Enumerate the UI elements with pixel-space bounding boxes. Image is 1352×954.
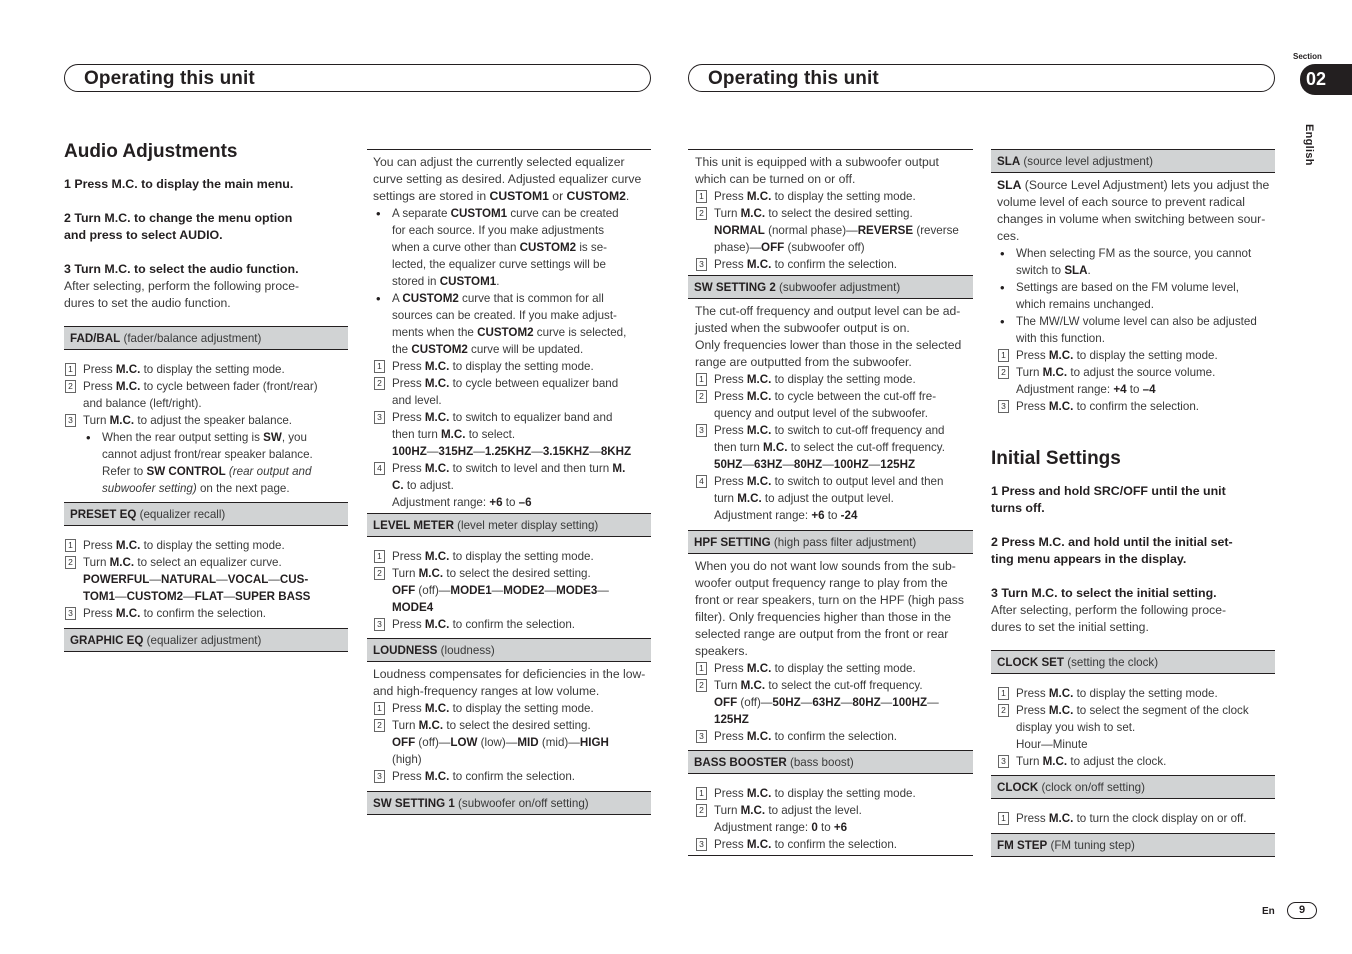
list-item: 4 Press M.C. to switch to output level and then turn M.C. to adjust the output level. Adjustment range: +6 to -24 [695, 473, 973, 524]
audio-step-1: 1 Press M.C. to display the main menu. [64, 177, 294, 191]
audio-adjustments-heading: Audio Adjustments [64, 141, 238, 162]
paragraph: When you do not want low sounds from the sub- woofer output frequency range to play from the front or rear speakers, turn on the HPF (high pass filter). Only frequencies higher than those in the selected range are output from the front or rear speakers. [695, 559, 964, 658]
clock-section [991, 775, 1275, 827]
sw-setting-1-section [367, 791, 651, 815]
list-item: 2 Turn M.C. to select the cut-off frequency. OFF (off)—50HZ—63HZ—80HZ—100HZ— 125HZ [695, 677, 973, 728]
graphic-eq-continued [367, 149, 651, 511]
list-item: • Settings are based on the FM volume level, which remains unchanged. [997, 279, 1275, 313]
initial-step-2-line2: ting menu appears in the display. [991, 552, 1187, 566]
initial-step-3-body-line1: After selecting, perform the following proce- [991, 603, 1227, 617]
level-meter-bar: LEVEL METER (level meter display setting) [367, 514, 651, 537]
fm-step-section [991, 833, 1275, 857]
fad-bal-bar: FAD/BAL (fader/balance adjustment) [64, 327, 348, 350]
list-item: 1 Press M.C. to display the setting mode. [695, 785, 973, 802]
language-label: English [1303, 124, 1315, 166]
sla-section [991, 149, 1275, 415]
section-header-left-title: Operating this unit [84, 68, 255, 89]
list-item: 3 Press M.C. to confirm the selection. [695, 256, 973, 273]
list-item: 2 Turn M.C. to select the desired setting. OFF (off)—MODE1—MODE2—MODE3— MODE4 [373, 565, 651, 616]
list-item: 3 Press M.C. to confirm the selection. [695, 836, 973, 853]
section-header-right-title: Operating this unit [708, 68, 879, 89]
list-item: • When selecting FM as the source, you cannot switch to SLA. [997, 245, 1275, 279]
preset-eq-bar: PRESET EQ (equalizer recall) [64, 503, 348, 526]
initial-step-2 [991, 534, 1275, 568]
fad-bal-section [64, 326, 348, 497]
list-item: 1 Press M.C. to display the setting mode. [997, 347, 1275, 364]
list-item: 1 Press M.C. to turn the clock display on or off. [997, 810, 1275, 827]
paragraph: The cut-off frequency and output level can be ad- justed when the subwoofer output is on. Only frequencies lower than those in the selected range are outputted from the subwoofer. [695, 304, 962, 369]
sw-setting-1-bar: SW SETTING 1 (subwoofer on/off setting) [367, 792, 651, 815]
page-number: 9 [1287, 902, 1317, 919]
audio-step-3-title: 3 Turn M.C. to select the audio function. [64, 262, 299, 276]
list-item: 3 Press M.C. to confirm the selection. [997, 398, 1275, 415]
list-item: 2 Turn M.C. to adjust the source volume. Adjustment range: +4 to –4 [997, 364, 1275, 398]
audio-step-2 [64, 210, 348, 244]
list-item: 3 Press M.C. to confirm the selection. [373, 616, 651, 633]
initial-step-2-line1: 2 Press M.C. and hold until the initial set- [991, 535, 1233, 549]
list-item: 1 Press M.C. to display the setting mode. [64, 361, 348, 378]
list-item: • A CUSTOM2 curve that is common for all sources can be created. If you make adjust- ments when the CUSTOM2 curve is selected, the CUSTOM2 curve will be updated. [373, 290, 651, 358]
section-header-right [688, 64, 1275, 92]
list-item: 1 Press M.C. to display the setting mode. [695, 188, 973, 205]
list-item: 4 Press M.C. to switch to level and then turn M. C. to adjust. Adjustment range: +6 to –6 [373, 460, 651, 511]
hpf-setting-section [688, 530, 973, 745]
paragraph: You can adjust the currently selected equalizer curve setting as desired. Adjusted equalizer curve settings are stored in CUSTOM1 or CUSTOM2. [373, 155, 642, 203]
initial-step-3-title: 3 Turn M.C. to select the initial setting. [991, 586, 1217, 600]
list-item: • The MW/LW volume level can also be adjusted with this function. [997, 313, 1275, 347]
initial-step-3 [991, 585, 1275, 636]
initial-settings-heading: Initial Settings [991, 448, 1121, 469]
graphic-eq-section [64, 628, 348, 652]
audio-step-2-line2: and press to select AUDIO. [64, 228, 223, 242]
section-header-left [64, 64, 651, 92]
initial-step-1-line2: turns off. [991, 501, 1045, 515]
sw-setting-2-section [688, 275, 973, 524]
hpf-setting-bar: HPF SETTING (high pass filter adjustment) [688, 531, 973, 554]
initial-step-1 [991, 483, 1275, 517]
audio-step-3-body-line1: After selecting, perform the following proce- [64, 279, 300, 293]
section-label: Section [1293, 52, 1322, 61]
paragraph: Loudness compensates for deficiencies in the low- and high-frequency ranges at low volume. [373, 667, 646, 698]
list-item: 3 Press M.C. to confirm the selection. [373, 768, 651, 785]
fm-step-bar: FM STEP (FM tuning step) [991, 834, 1275, 857]
list-item: 2 Press M.C. to cycle between the cut-off fre- quency and output level of the subwoofer. [695, 388, 973, 422]
list-item: 3 Press M.C. to switch to equalizer band and then turn M.C. to select. 100HZ—315HZ—1.25KHZ—3.15KHZ—8KHZ [373, 409, 651, 460]
list-item: 3 Turn M.C. to adjust the clock. [997, 753, 1275, 770]
list-item: 1 Press M.C. to display the setting mode. [997, 685, 1275, 702]
sw-setting-2-bar: SW SETTING 2 (subwoofer adjustment) [688, 276, 973, 299]
list-item: 2 Press M.C. to cycle between equalizer band and level. [373, 375, 651, 409]
list-item: 3 Turn M.C. to adjust the speaker balance. [64, 412, 348, 429]
preset-eq-section [64, 502, 348, 622]
paragraph: SLA (Source Level Adjustment) lets you adjust the volume level of each source to prevent radical changes in volume when switching between sour- ces. [997, 178, 1270, 243]
level-meter-section [367, 513, 651, 633]
list-item: 1 Press M.C. to display the setting mode. [373, 358, 651, 375]
list-item: 2 Turn M.C. to select an equalizer curve. POWERFUL—NATURAL—VOCAL—CUS- TOM1—CUSTOM2—FLAT—SUPER BASS [64, 554, 348, 605]
footer-language: En [1262, 906, 1275, 917]
list-item: 1 Press M.C. to display the setting mode. [373, 548, 651, 565]
audio-step-3 [64, 261, 348, 312]
clock-bar: CLOCK (clock on/off setting) [991, 776, 1275, 799]
audio-step-2-line1: 2 Turn M.C. to change the menu option [64, 211, 293, 225]
list-item: • A separate CUSTOM1 curve can be created for each source. If you make adjustments when a curve other than CUSTOM2 is se- lected, the equalizer curve settings will be stored in CUSTOM1. [373, 205, 651, 290]
list-item: 2 Press M.C. to cycle between fader (front/rear) and balance (left/right). [64, 378, 348, 412]
list-item: 1 Press M.C. to display the setting mode. [695, 660, 973, 677]
list-item: 3 Press M.C. to confirm the selection. [64, 605, 348, 622]
bass-booster-bar: BASS BOOSTER (bass boost) [688, 751, 973, 774]
initial-step-3-body-line2: dures to set the initial setting. [991, 620, 1149, 634]
list-item: 1 Press M.C. to display the setting mode. [373, 700, 651, 717]
bass-booster-section [688, 750, 973, 856]
graphic-eq-bar: GRAPHIC EQ (equalizer adjustment) [64, 629, 348, 652]
list-item: 1 Press M.C. to display the setting mode. [695, 371, 973, 388]
list-item: 2 Turn M.C. to select the desired setting. NORMAL (normal phase)—REVERSE (reverse phase)—OFF (subwoofer off) [695, 205, 973, 256]
list-item: 2 Press M.C. to select the segment of the clock display you wish to set. Hour—Minute [997, 702, 1275, 753]
clock-set-section [991, 650, 1275, 770]
list-item: • When the rear output setting is SW, you cannot adjust front/rear speaker balance. Refer to SW CONTROL (rear output and subwoofer setting) on the next page. [83, 429, 348, 497]
loudness-section [367, 638, 651, 785]
paragraph: This unit is equipped with a subwoofer output which can be turned on or off. [695, 155, 939, 186]
audio-step-3-body-line2: dures to set the audio function. [64, 296, 231, 310]
loudness-bar: LOUDNESS (loudness) [367, 639, 651, 662]
list-item: 2 Turn M.C. to adjust the level. Adjustment range: 0 to +6 [695, 802, 973, 836]
list-item: 3 Press M.C. to confirm the selection. [695, 728, 973, 745]
list-item: 1 Press M.C. to display the setting mode. [64, 537, 348, 554]
section-number-badge: 02 [1300, 64, 1352, 95]
list-item: 3 Press M.C. to switch to cut-off frequency and then turn M.C. to select the cut-off frequency. 50HZ—63HZ—80HZ—100HZ—125HZ [695, 422, 973, 473]
list-item: 2 Turn M.C. to select the desired setting. OFF (off)—LOW (low)—MID (mid)—HIGH (high) [373, 717, 651, 768]
clock-set-bar: CLOCK SET (setting the clock) [991, 651, 1275, 674]
initial-step-1-line1: 1 Press and hold SRC/OFF until the unit [991, 484, 1226, 498]
sw-setting-1-continued [688, 149, 973, 273]
sla-bar: SLA (source level adjustment) [991, 150, 1275, 173]
